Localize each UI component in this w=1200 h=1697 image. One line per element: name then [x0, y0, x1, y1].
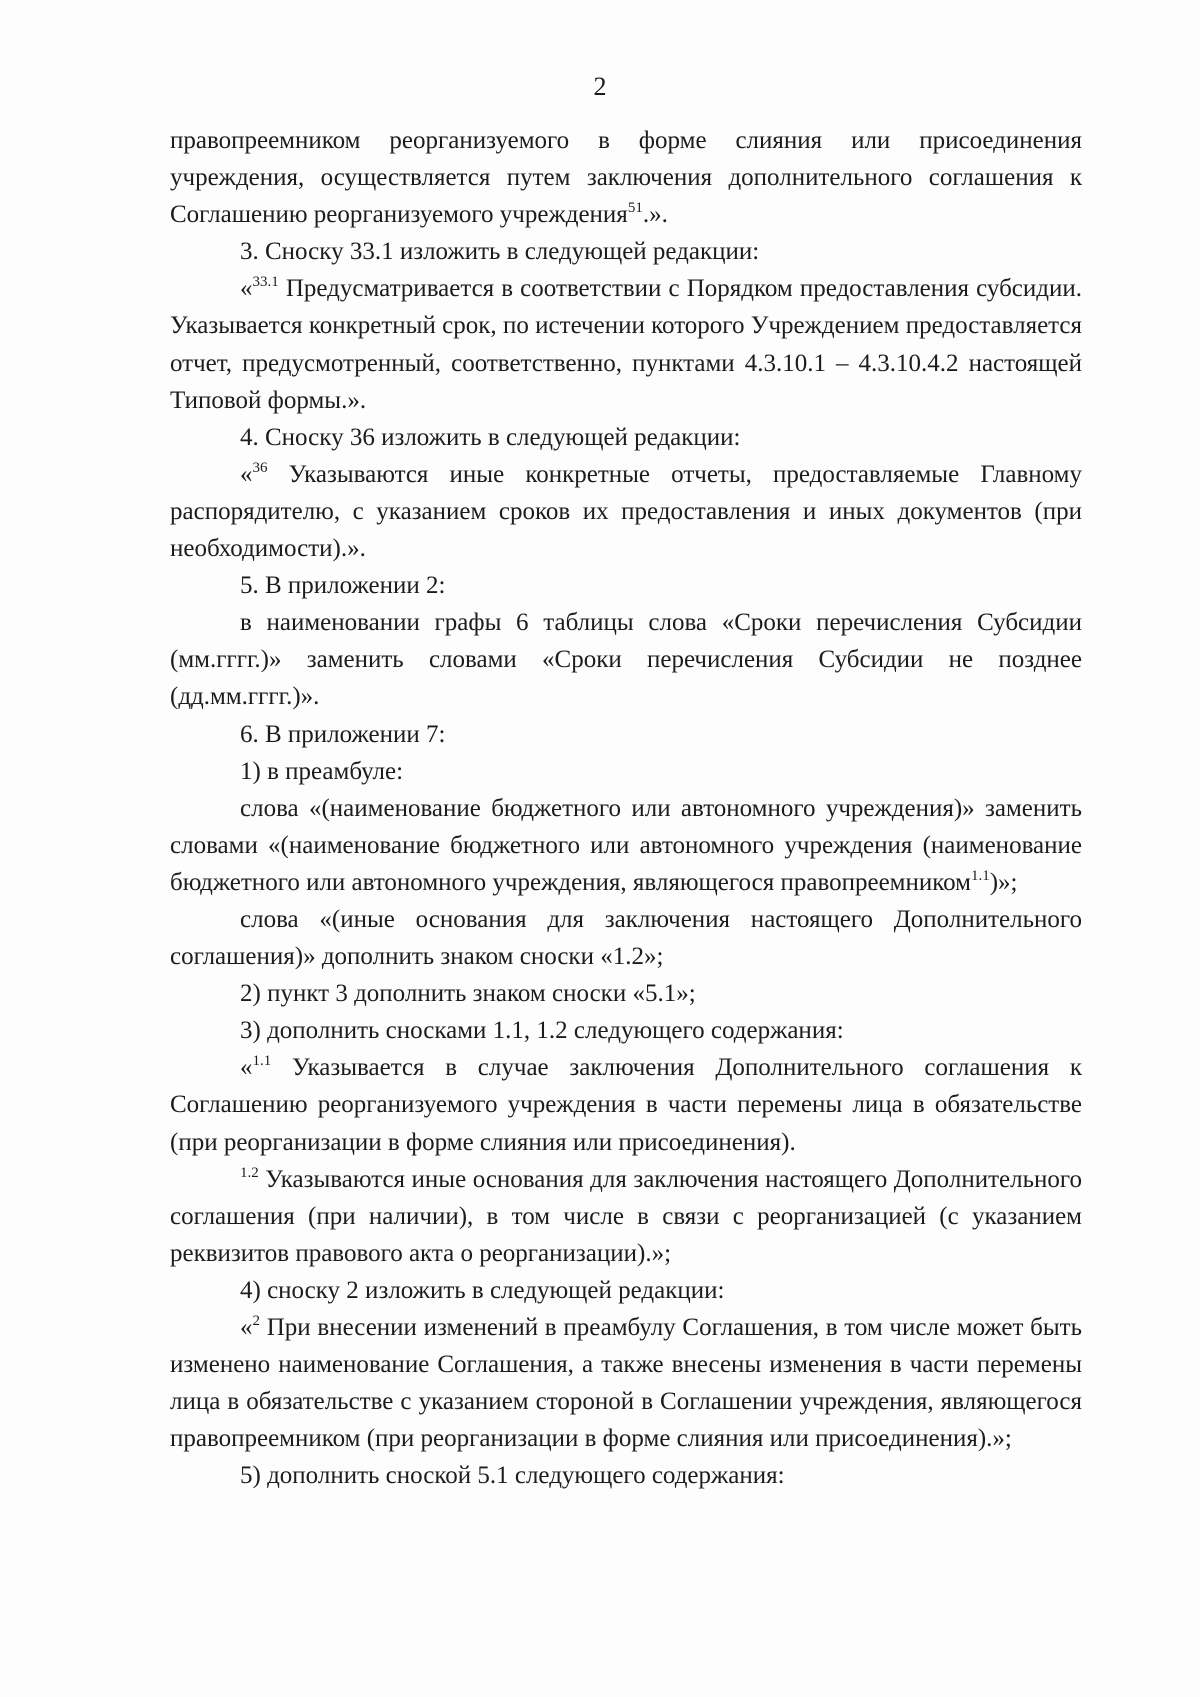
paragraph: 2) пункт 3 дополнить знаком сноски «5.1»;: [240, 980, 696, 1008]
paragraph: 4. Сноску 36 изложить в следующей редакции:: [240, 423, 741, 451]
paragraph: 1) в преамбуле:: [240, 757, 404, 785]
page-number: 2: [593, 72, 607, 101]
paragraph: $^{1.2}$ Указываются иные основания для заключения настоящего Дополнительного соглашения (при наличии), в том числе в связи с реорганизацией (с указанием реквизитов правового акта о реорганизации).»;: [170, 1164, 1082, 1267]
paragraph: «$^{36}$ Указываются иные конкретные отчеты, предоставляемые Главному распорядителю, с указанием сроков их предоставления и иных документов (при необходимости).».: [170, 459, 1082, 563]
paragraph: правопреемником реорганизуемого в форме слияния или присоединения учреждения, осуществляется путем заключения дополнительного соглашения к Соглашению реорганизуемого учреждения$^{51}$.».: [170, 127, 1082, 229]
paragraph: «$^2$ При внесении изменений в преамбулу Соглашения, в том числе может быть изменено наименование Соглашения, а также внесены изменения в части перемены лица в обязательстве с указанием стороной в Соглашении учреждения, являющегося правопреемником (при реорганизации в форме слияния или присоединения).»;: [170, 1313, 1082, 1453]
paragraph: 4) сноску 2 изложить в следующей редакции:: [240, 1276, 725, 1304]
paragraph: «$^{33.1}$ Предусматривается в соответствии с Порядком предоставления субсидии. Указывается конкретный срок, по истечении которого Учреждением предоставляется отчет, предусмотренный, соответственно, пунктами 4.3.10.1 – 4.3.10.4.2 настоящей Типовой формы.».: [170, 274, 1082, 414]
paragraph: «$^{1.1}$ Указывается в случае заключения Дополнительного соглашения к Соглашению реорганизуемого учреждения в части перемены лица в обязательстве (при реорганизации в форме слияния или присоединения).: [170, 1053, 1082, 1156]
paragraph: в наименовании графы 6 таблицы слова «Сроки перечисления Субсидии (мм.гггг.)» заменить словами «Сроки перечисления Субсидии не позднее (дд.мм.гггг.)».: [170, 609, 1082, 711]
paragraph: слова «(иные основания для заключения настоящего Дополнительного соглашения)» дополнить знаком сноски «1.2»;: [170, 905, 1082, 971]
paragraph: 6. В приложении 7:: [240, 720, 446, 748]
footnote-marker: 33.1: [252, 274, 279, 291]
document-body: [170, 122, 1082, 1494]
footnote-marker: 1.1: [252, 1053, 272, 1070]
footnote-marker: 51: [627, 200, 643, 217]
paragraph: 3) дополнить сносками 1.1, 1.2 следующего содержания:: [240, 1017, 844, 1045]
footnote-marker: 2: [252, 1313, 260, 1329]
paragraph: 5) дополнить сноской 5.1 следующего содержания:: [240, 1462, 785, 1490]
paragraph: 3. Сноску 33.1 изложить в следующей редакции:: [240, 238, 760, 266]
paragraph: слова «(наименование бюджетного или автономного учреждения)» заменить словами «(наименование бюджетного или автономного учреждения (наименование бюджетного или автономного учреждения, являющегося правопреемником$^{1.1}$)»;: [170, 794, 1082, 896]
paragraph: 5. В приложении 2:: [240, 572, 446, 600]
footnote-marker: 1.2: [240, 1164, 259, 1181]
footnote-marker: 36: [252, 459, 268, 476]
footnote-marker: 1.1: [970, 867, 990, 884]
